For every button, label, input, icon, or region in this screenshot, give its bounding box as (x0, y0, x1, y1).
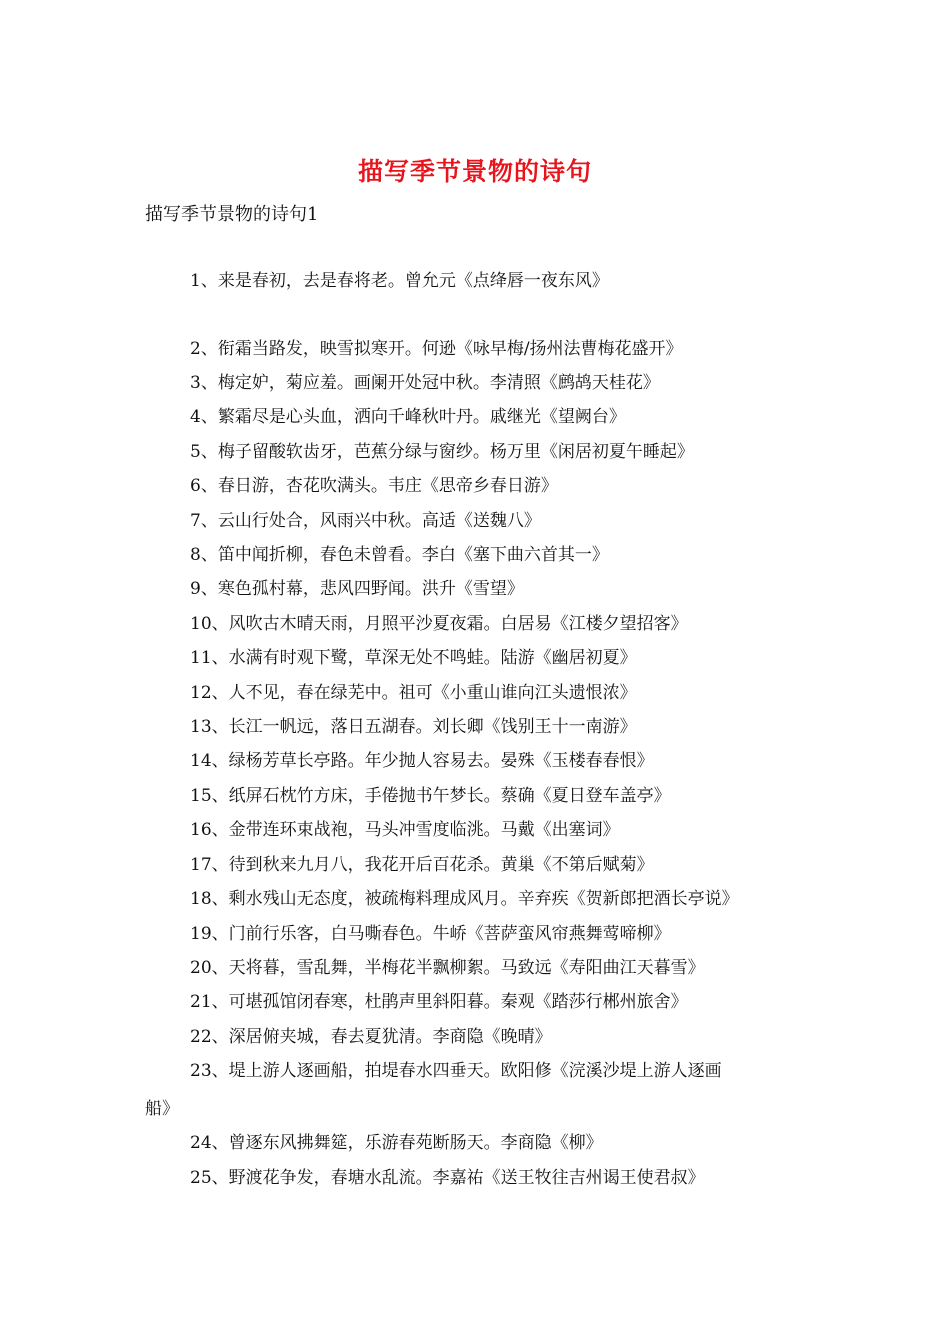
list-item: 14、绿杨芳草长亭路。年少抛人容易去。晏殊《玉楼春春恨》 (190, 751, 654, 771)
list-item: 7、云山行处合，风雨兴中秋。高适《送魏八》 (190, 511, 541, 531)
list-item: 6、春日游，杏花吹满头。韦庄《思帝乡春日游》 (190, 476, 558, 496)
list-item: 25、野渡花争发，春塘水乱流。李嘉祐《送王牧往吉州谒王使君叔》 (190, 1168, 705, 1188)
list-item-continuation: 船》 (145, 1099, 179, 1119)
list-item: 10、风吹古木晴天雨，月照平沙夏夜霜。白居易《江楼夕望招客》 (190, 614, 688, 634)
section-subtitle: 描写季节景物的诗句1 (145, 204, 319, 225)
list-item: 22、深居俯夹城，春去夏犹清。李商隐《晚晴》 (190, 1027, 552, 1047)
list-item: 4、繁霜尽是心头血，洒向千峰秋叶丹。戚继光《望阙台》 (190, 407, 626, 427)
list-item: 9、寒色孤村幕，悲风四野闻。洪升《雪望》 (190, 579, 524, 599)
list-item: 11、水满有时观下鹭，草深无处不鸣蛙。陆游《幽居初夏》 (190, 648, 637, 668)
list-item: 21、可堪孤馆闭春寒，杜鹃声里斜阳暮。秦观《踏莎行郴州旅舍》 (190, 992, 688, 1012)
list-item: 23、堤上游人逐画船，拍堤春水四垂天。欧阳修《浣溪沙堤上游人逐画 (190, 1061, 722, 1081)
document-title: 描写季节景物的诗句 (357, 157, 592, 186)
list-item: 20、天将暮，雪乱舞，半梅花半飘柳絮。马致远《寿阳曲江天暮雪》 (190, 958, 705, 978)
list-item: 8、笛中闻折柳，春色未曾看。李白《塞下曲六首其一》 (190, 545, 609, 565)
list-item: 12、人不见，春在绿芜中。祖可《小重山谁向江头遗恨浓》 (190, 683, 637, 703)
list-item: 19、门前行乐客，白马嘶春色。牛峤《菩萨蛮风帘燕舞莺啼柳》 (190, 924, 671, 944)
list-item: 15、纸屏石枕竹方床，手倦抛书午梦长。蔡确《夏日登车盖亭》 (190, 786, 671, 806)
list-item: 5、梅子留酸软齿牙，芭蕉分绿与窗纱。杨万里《闲居初夏午睡起》 (190, 442, 694, 462)
list-item: 17、待到秋来九月八，我花开后百花杀。黄巢《不第后赋菊》 (190, 855, 654, 875)
list-item: 24、曾逐东风拂舞筵，乐游春苑断肠天。李商隐《柳》 (190, 1133, 603, 1153)
list-item: 1、来是春初，去是春将老。曾允元《点绛唇一夜东风》 (190, 271, 609, 291)
list-item: 16、金带连环束战袍，马头冲雪度临洮。马戴《出塞词》 (190, 820, 620, 840)
list-item: 18、剩水残山无态度，被疏梅料理成风月。辛弃疾《贺新郎把酒长亭说》 (190, 889, 739, 909)
list-item: 2、衔霜当路发，映雪拟寒开。何逊《咏早梅/扬州法曹梅花盛开》 (190, 339, 683, 359)
list-item: 3、梅定妒，菊应羞。画阑开处冠中秋。李清照《鹧鸪天桂花》 (190, 373, 660, 393)
list-item: 13、长江一帆远，落日五湖春。刘长卿《饯别王十一南游》 (190, 717, 637, 737)
